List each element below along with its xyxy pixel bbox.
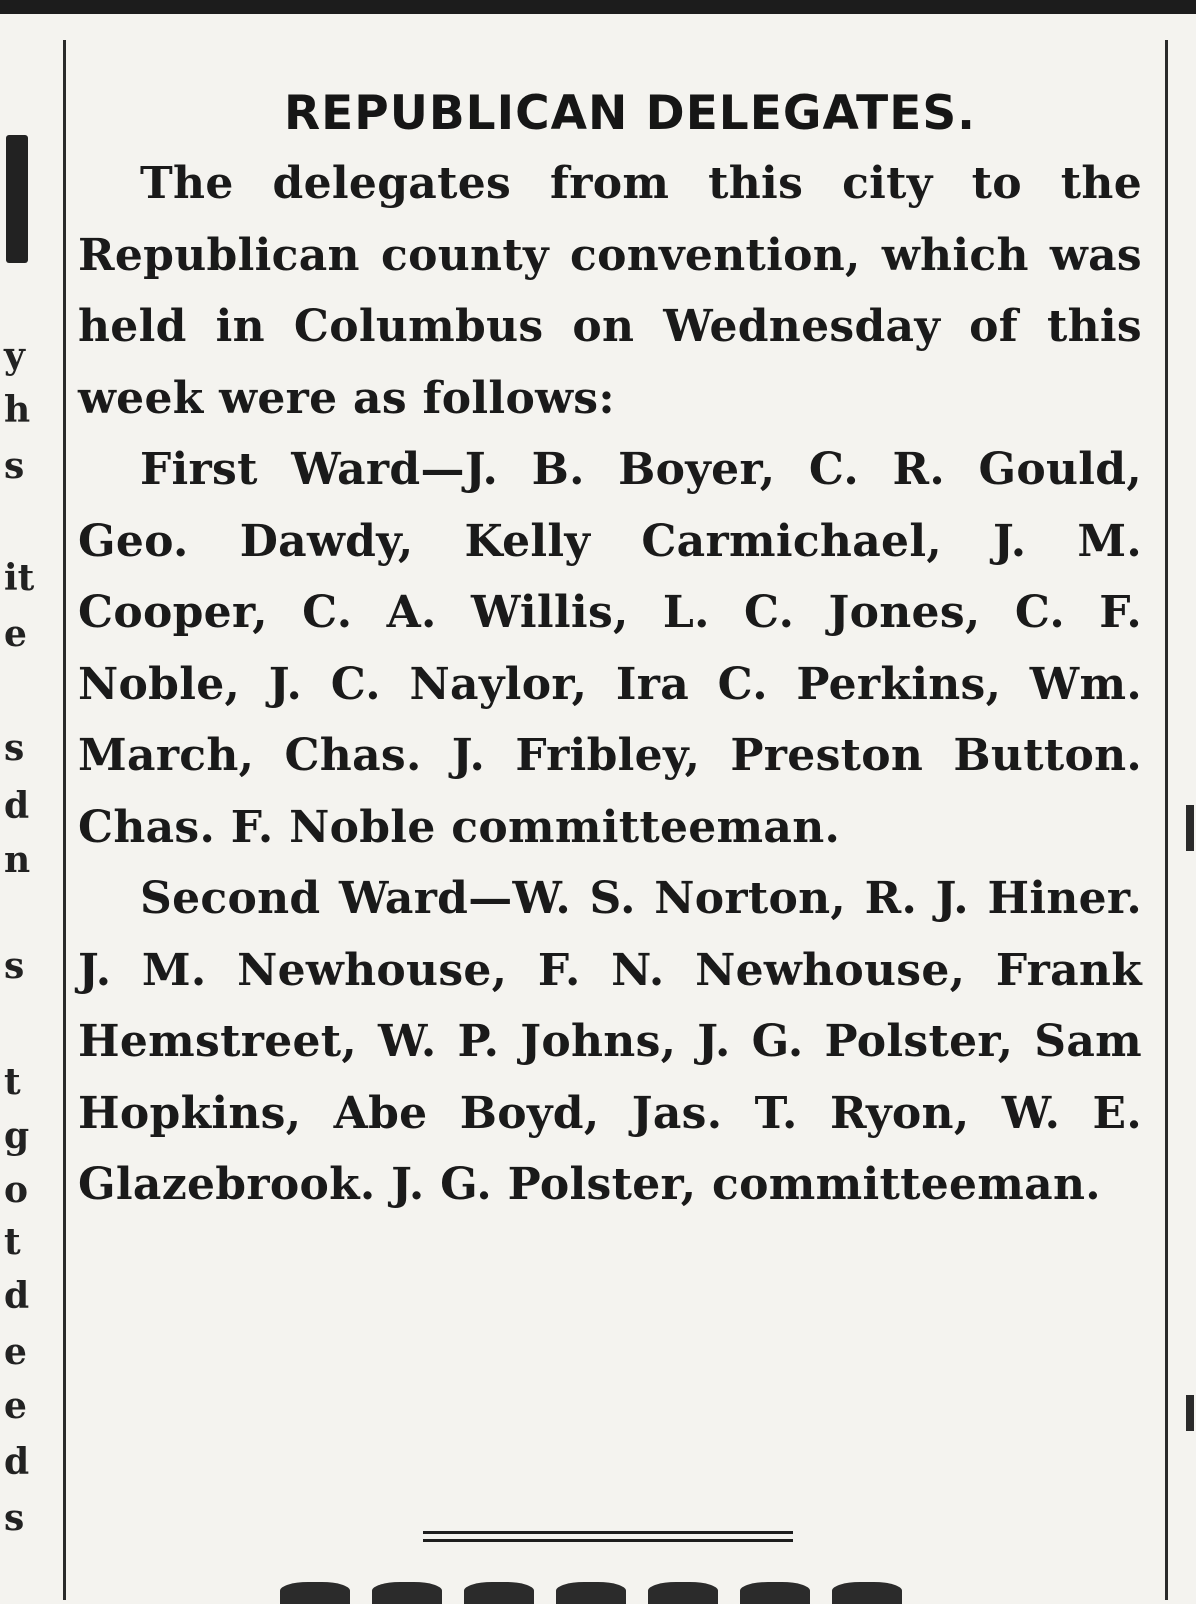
fragment-letter: d	[4, 1441, 30, 1483]
cutoff-glyph	[280, 1582, 350, 1604]
cutoff-glyph	[556, 1582, 626, 1604]
adjacent-column-mark	[1186, 1395, 1194, 1431]
adjacent-column-mark	[1186, 805, 1194, 851]
article-paragraph: The delegates from this city to the Republican county convention, which was held in Columbus on Wednesday of this week were as follows:	[78, 158, 1142, 424]
cutoff-glyph	[464, 1582, 534, 1604]
fragment-letter: s	[4, 1497, 25, 1539]
fragment-letter: s	[4, 945, 25, 987]
cutoff-glyph	[372, 1582, 442, 1604]
cutoff-glyph	[832, 1582, 902, 1604]
fragment-letter: h	[4, 389, 31, 431]
article-paragraph: Second Ward—W. S. Norton, R. J. Hiner. J. M. Newhouse, F. N. Newhouse, Frank Hemstreet, W. P. Johns, J. G. Polster, Sam Hopkins, Abe Boyd, Jas. T. Ryon, W. E. Glazebrook. J. G. Polster, committeeman.	[78, 873, 1142, 1210]
fragment-letter: g	[4, 1115, 30, 1157]
fragment-letter: n	[4, 839, 31, 881]
top-rule	[0, 0, 1196, 14]
next-headline-cutoff	[280, 1582, 980, 1604]
fragment-letter: s	[4, 727, 25, 769]
fragment-letter: it	[4, 557, 35, 599]
fragment-letter: t	[4, 1061, 21, 1103]
news-article	[78, 82, 1142, 1221]
column-rule-right	[1165, 40, 1168, 1600]
fragment-letter: e	[4, 613, 27, 655]
separator-line	[423, 1539, 793, 1542]
column-rule-left	[63, 40, 66, 1600]
article-paragraph: First Ward—J. B. Boyer, C. R. Gould, Geo. Dawdy, Kelly Carmichael, J. M. Cooper, C. A. Willis, L. C. Jones, C. F. Noble, J. C. Naylor, Ira C. Perkins, Wm. March, Chas. J. Fribley, Preston Button. Chas. F. Noble committeeman.	[78, 444, 1142, 853]
cutoff-glyph	[740, 1582, 810, 1604]
fragment-letter: d	[4, 1275, 30, 1317]
fragment-letter: y	[4, 335, 25, 377]
adjacent-column-fragments	[0, 0, 40, 1600]
fragment-letter: e	[4, 1385, 27, 1427]
fragment-letter: t	[4, 1221, 21, 1263]
fragment-letter: e	[4, 1331, 27, 1373]
section-separator	[423, 1531, 793, 1545]
article-headline: REPUBLICAN DELEGATES.	[283, 86, 977, 141]
fragment-letter: o	[4, 1169, 29, 1211]
separator-line	[423, 1531, 793, 1534]
fragment-letter: s	[4, 445, 25, 487]
cutoff-glyph	[648, 1582, 718, 1604]
ink-blot	[6, 135, 28, 263]
fragment-letter: d	[4, 785, 30, 827]
